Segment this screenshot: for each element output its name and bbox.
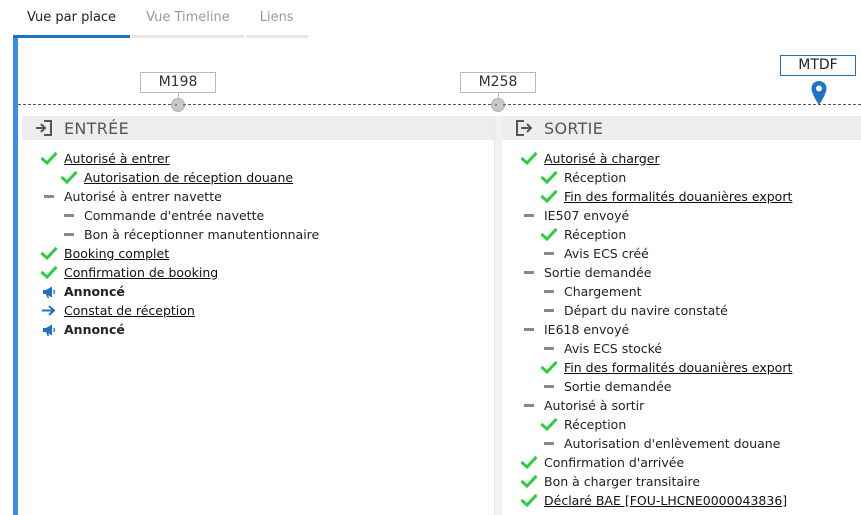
- status-row: [502, 339, 861, 358]
- dash-icon: [540, 304, 558, 318]
- status-row: [502, 415, 861, 434]
- status-row[interactable]: [22, 244, 494, 263]
- dash-icon: [520, 266, 538, 280]
- arrow-right-icon: [40, 304, 58, 318]
- status-row: [22, 320, 494, 339]
- check-icon: [520, 152, 538, 166]
- status-label: Commande d'entrée navette: [84, 208, 265, 223]
- check-icon: [520, 456, 538, 470]
- status-row: [502, 206, 861, 225]
- status-link[interactable]: Confirmation de booking: [64, 265, 219, 280]
- status-link[interactable]: Autorisé à charger: [544, 151, 660, 166]
- status-link[interactable]: Fin des formalités douanières export: [564, 189, 793, 204]
- status-label: IE507 envoyé: [544, 208, 630, 223]
- status-label: Sortie demandée: [544, 265, 652, 280]
- status-row: [22, 187, 494, 206]
- status-row[interactable]: [22, 168, 494, 187]
- check-icon: [60, 171, 78, 185]
- sortie-list: [502, 140, 861, 510]
- status-row: [22, 282, 494, 301]
- dash-icon: [540, 247, 558, 261]
- sortie-title: SORTIE: [544, 118, 604, 138]
- entree-header: [22, 116, 494, 140]
- entree-list: [22, 140, 494, 339]
- dash-icon: [60, 209, 78, 223]
- status-label: Avis ECS stocké: [564, 341, 663, 356]
- status-row: [22, 225, 494, 244]
- megaphone-icon: [40, 285, 58, 299]
- status-row[interactable]: [22, 301, 494, 320]
- status-label: Départ du navire constaté: [564, 303, 728, 318]
- dash-icon: [520, 209, 538, 223]
- status-link[interactable]: Autorisé à entrer: [64, 151, 170, 166]
- status-label: Autorisé à entrer navette: [64, 189, 222, 204]
- status-label: Confirmation d'arrivée: [544, 455, 685, 470]
- entree-title: ENTRÉE: [64, 118, 129, 138]
- check-icon: [520, 494, 538, 508]
- status-label: Autorisé à sortir: [544, 398, 645, 413]
- timeline-current-marker[interactable]: MTDF: [780, 55, 856, 76]
- status-row: [502, 377, 861, 396]
- status-label: Réception: [564, 417, 627, 432]
- dash-icon: [540, 342, 558, 356]
- status-label: Annoncé: [64, 322, 125, 337]
- status-row: [502, 244, 861, 263]
- status-label: Chargement: [564, 284, 642, 299]
- status-row[interactable]: [502, 187, 861, 206]
- dash-icon: [540, 437, 558, 451]
- status-row[interactable]: [502, 149, 861, 168]
- status-row: [22, 206, 494, 225]
- status-row[interactable]: [22, 263, 494, 282]
- status-row: [502, 282, 861, 301]
- check-icon: [520, 475, 538, 489]
- status-link[interactable]: Autorisation de réception douane: [84, 170, 294, 185]
- location-pin-icon: [810, 80, 828, 106]
- status-label: Avis ECS créé: [564, 246, 649, 261]
- tab-vue-timeline[interactable]: Vue Timeline: [132, 0, 244, 38]
- status-label: Bon à réceptionner manutentionnaire: [84, 227, 320, 242]
- check-icon: [540, 228, 558, 242]
- status-label: Autorisation d'enlèvement douane: [564, 436, 781, 451]
- megaphone-icon: [40, 323, 58, 337]
- dash-icon: [520, 399, 538, 413]
- timeline-dot[interactable]: [171, 98, 185, 112]
- status-row: [502, 301, 861, 320]
- check-icon: [40, 152, 58, 166]
- check-icon: [40, 247, 58, 261]
- status-row: [502, 453, 861, 472]
- check-icon: [40, 266, 58, 280]
- status-row: [502, 225, 861, 244]
- sign-in-icon: [34, 120, 54, 136]
- status-row: [502, 396, 861, 415]
- dash-icon: [520, 323, 538, 337]
- status-row[interactable]: [502, 358, 861, 377]
- sortie-panel: [502, 116, 861, 515]
- status-row: [502, 168, 861, 187]
- dash-icon: [60, 228, 78, 242]
- status-label: Réception: [564, 170, 627, 185]
- status-link[interactable]: Déclaré BAE [FOU-LHCNE0000043836]: [544, 493, 788, 508]
- status-row: [502, 263, 861, 282]
- tab-liens[interactable]: Liens: [246, 0, 308, 38]
- sortie-header: [502, 116, 861, 140]
- left-accent-rail: [13, 38, 18, 515]
- timeline-marker-m198[interactable]: M198: [140, 72, 216, 93]
- status-row[interactable]: [502, 491, 861, 510]
- dash-icon: [540, 285, 558, 299]
- status-link[interactable]: Fin des formalités douanières export: [564, 360, 793, 375]
- status-label: Réception: [564, 227, 627, 242]
- check-icon: [540, 361, 558, 375]
- status-link[interactable]: Booking complet: [64, 246, 170, 261]
- status-row: [502, 434, 861, 453]
- status-row[interactable]: [22, 149, 494, 168]
- dash-icon: [40, 190, 58, 204]
- panel-divider: [495, 116, 502, 515]
- status-row: [502, 472, 861, 491]
- entree-panel: [22, 116, 495, 515]
- check-icon: [540, 418, 558, 432]
- status-row: [502, 320, 861, 339]
- dash-icon: [540, 380, 558, 394]
- tab-vue-par-place[interactable]: Vue par place: [13, 0, 130, 38]
- timeline-line: [18, 104, 861, 105]
- check-icon: [540, 190, 558, 204]
- view-tabs: [13, 0, 310, 38]
- sign-out-icon: [514, 120, 534, 136]
- status-label: Annoncé: [64, 284, 125, 299]
- status-label: Sortie demandée: [564, 379, 672, 394]
- status-label: Bon à charger transitaire: [544, 474, 701, 489]
- timeline-marker-m258[interactable]: M258: [460, 72, 536, 93]
- check-icon: [540, 171, 558, 185]
- status-link[interactable]: Constat de réception: [64, 303, 195, 318]
- status-label: IE618 envoyé: [544, 322, 630, 337]
- timeline-dot[interactable]: [491, 98, 505, 112]
